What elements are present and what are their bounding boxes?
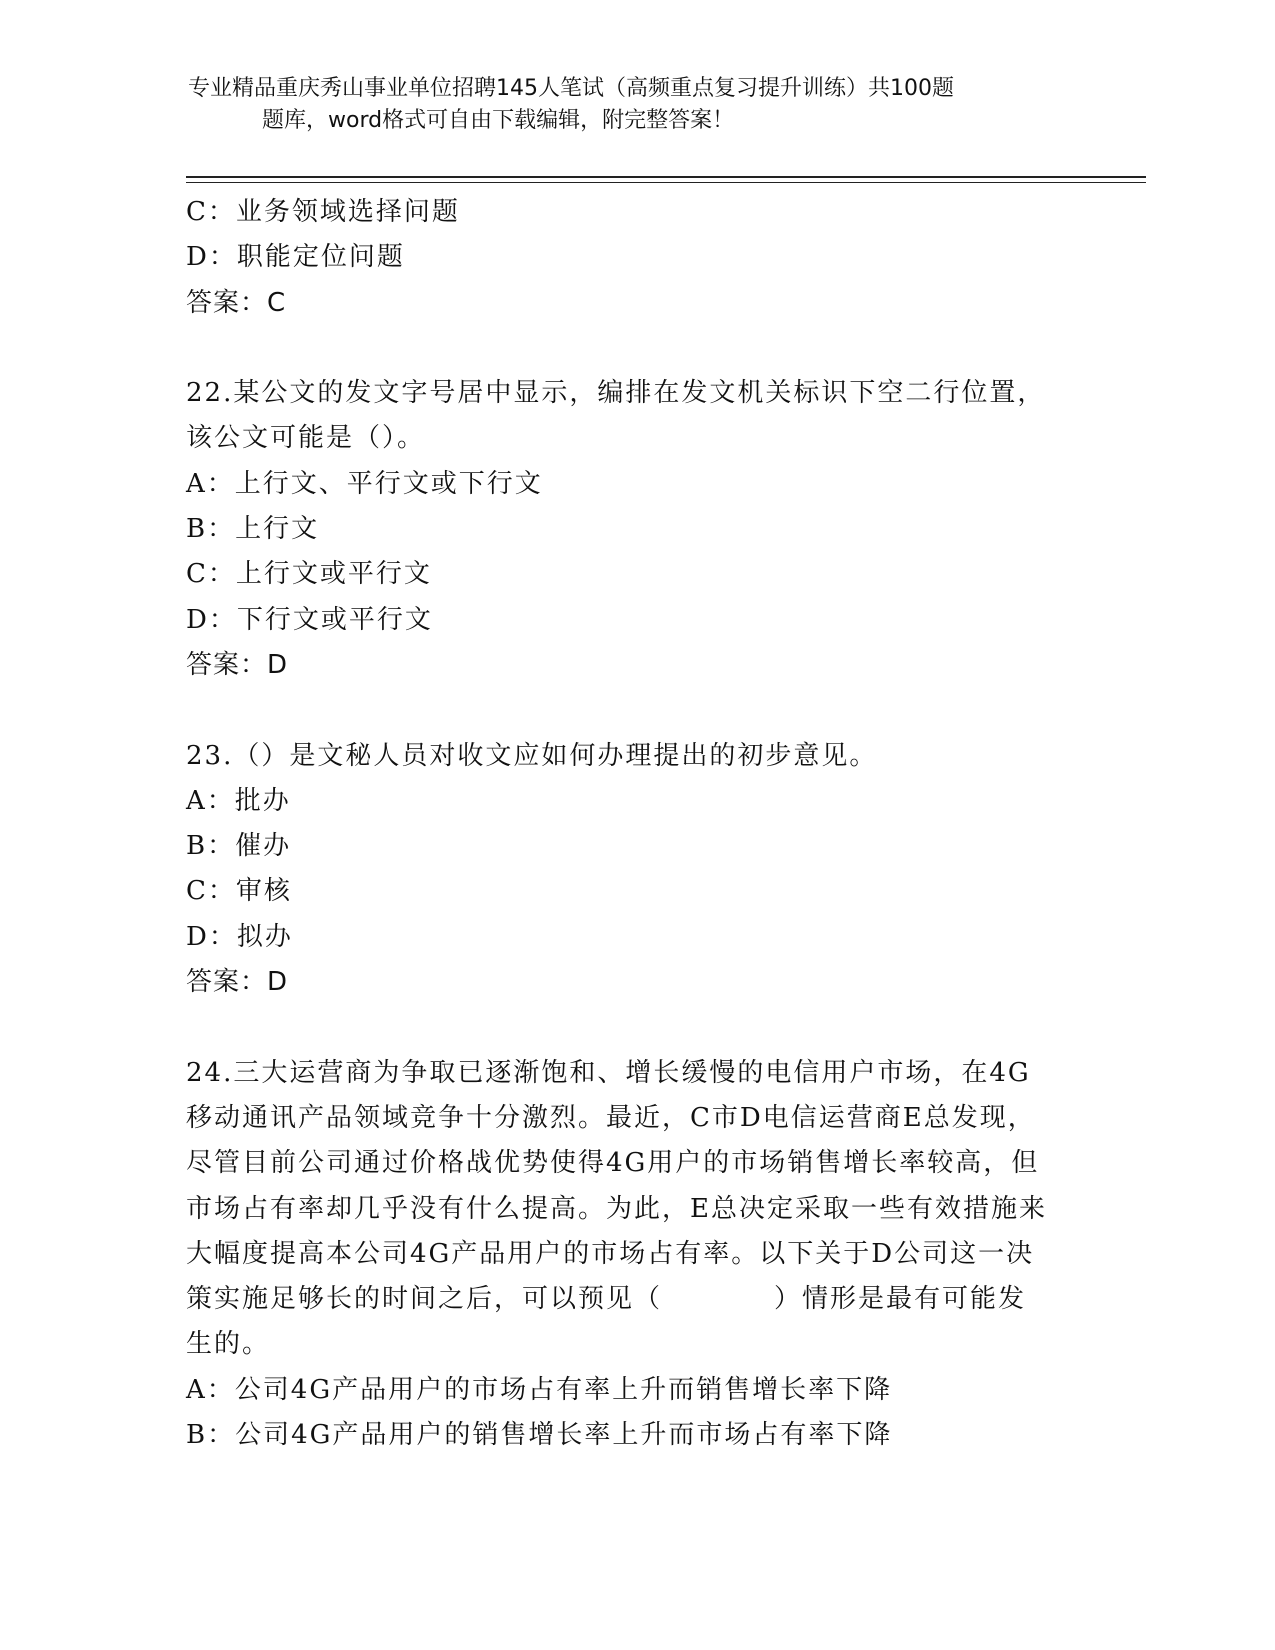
- q24-stem-line: 策实施足够长的时间之后，可以预见（ ）情形是最有可能发: [186, 1284, 1027, 1315]
- q23-option-c: C：审核: [186, 876, 292, 907]
- q22-option-b: B：上行文: [186, 514, 320, 545]
- q23-stem: 23.（）是文秘人员对收文应如何办理提出的初步意见。: [186, 740, 878, 771]
- question-content: [186, 190, 1086, 1458]
- q22-option-a: A：上行文、平行文或下行文: [186, 468, 543, 499]
- q23-option-d: D：拟办: [186, 921, 293, 952]
- q21-option-c: C：业务领域选择问题: [186, 197, 460, 227]
- q24-stem: [186, 1051, 1066, 1368]
- header-rule-thin: [186, 182, 1146, 183]
- q22-answer: 答案：D: [186, 649, 289, 680]
- q24-stem-line: 市场占有率却几乎没有什么提高。为此，E总决定采取一些有效措施来: [186, 1193, 1047, 1224]
- spacer: [186, 326, 1086, 371]
- spacer: [186, 1005, 1086, 1050]
- q24-stem-line: 24.三大运营商为争取已逐渐饱和、增长缓慢的电信用户市场，在4G: [186, 1057, 1031, 1088]
- q23-answer: 答案：D: [186, 967, 289, 998]
- header-title-line-1: 专业精品重庆秀山事业单位招聘145人笔试（高频重点复习提升训练）共100题: [188, 76, 954, 101]
- q23-option-a: A：批办: [186, 785, 291, 816]
- q23-option-b: B：催办: [186, 831, 292, 862]
- q24-stem-line: 尽管目前公司通过价格战优势使得4G用户的市场销售增长率较高，但: [186, 1148, 1040, 1179]
- q24-option-b: B：公司4G产品用户的销售增长率上升而市场占有率下降: [186, 1420, 893, 1451]
- q22-option-d: D：下行文或平行文: [186, 604, 433, 635]
- q24-stem-line: 生的。: [186, 1329, 271, 1360]
- header-title-line-2: 题库，word格式可自由下载编辑，附完整答案！: [262, 108, 735, 133]
- q21-answer: 答案：C: [186, 287, 287, 318]
- q22-option-c: C：上行文或平行文: [186, 559, 432, 590]
- q24-stem-line: 大幅度提高本公司4G产品用户的市场占有率。以下关于D公司这一决: [186, 1238, 1035, 1269]
- q21-option-d: D：职能定位问题: [186, 242, 405, 273]
- q22-stem-line-2: 该公文可能是（）。: [186, 423, 426, 454]
- q24-stem-line: 移动通讯产品领域竞争十分激烈。最近，C市D电信运营商E总发现，: [186, 1102, 1036, 1133]
- q22-stem-line-1: 22.某公文的发文字号居中显示，编排在发文机关标识下空二行位置，: [186, 378, 1046, 409]
- q24-option-a: A：公司4G产品用户的市场占有率上升而销售增长率下降: [186, 1374, 893, 1405]
- header-rule-thick: [186, 176, 1146, 178]
- spacer: [186, 688, 1086, 733]
